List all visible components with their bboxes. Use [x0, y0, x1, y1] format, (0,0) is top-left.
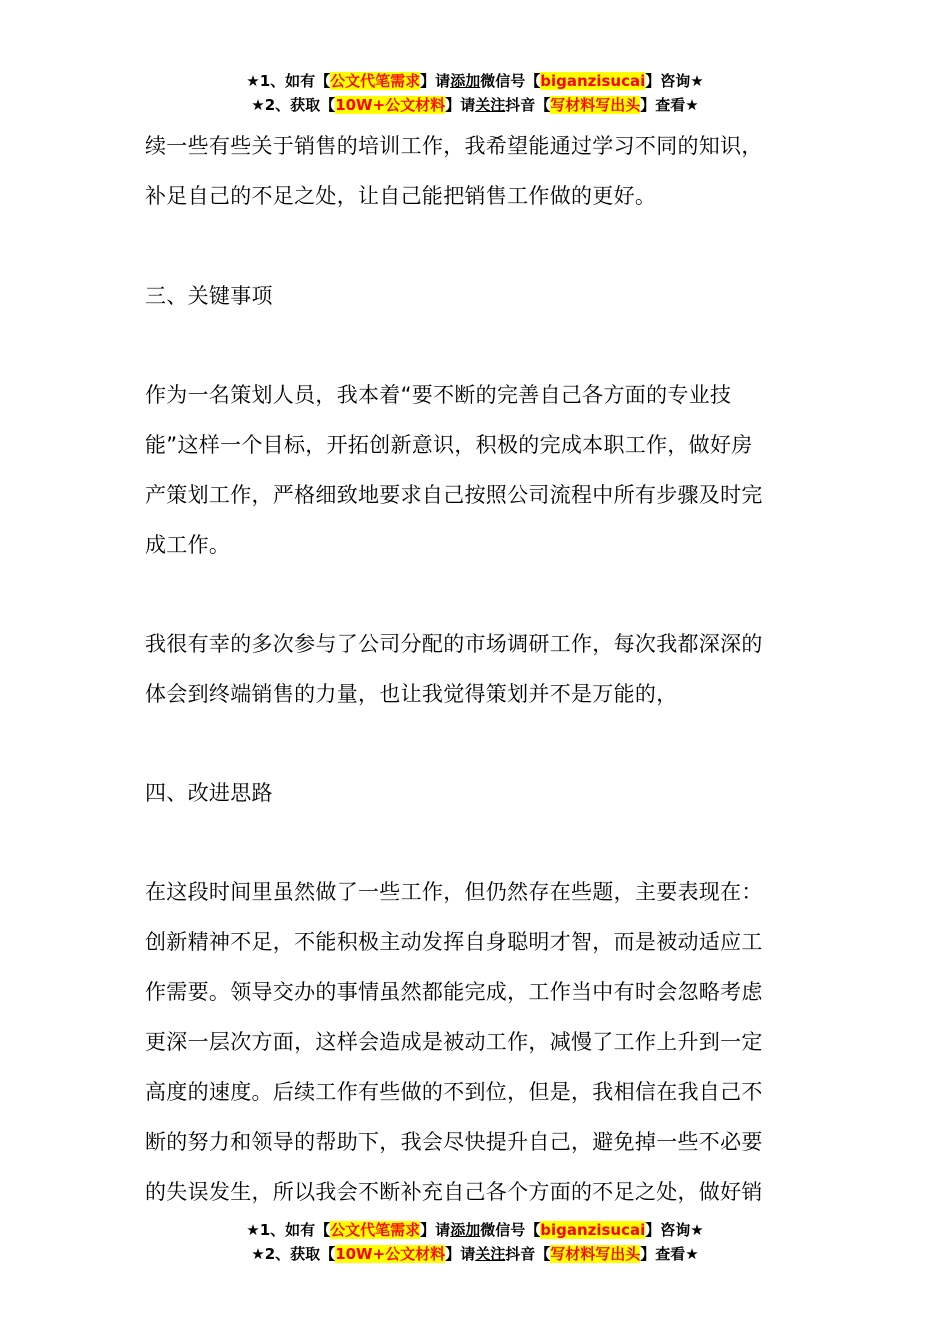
header-banner [0, 69, 950, 117]
paragraph-line: 成工作。 [145, 533, 231, 557]
banner-text: 】请 [445, 96, 476, 114]
banner-text: 抖音【 [505, 1245, 551, 1263]
banner-underline: 添加 [450, 72, 481, 90]
paragraph-line: 高度的速度。后续工作有些做的不到位，但是，我相信在我自己不 [145, 1080, 763, 1104]
banner-line-2 [0, 93, 950, 117]
banner-underline: 关注 [475, 1245, 506, 1263]
paragraph-line: 我很有幸的多次参与了公司分配的市场调研工作，每次我都深深的 [145, 632, 763, 656]
paragraph-line: 补足自己的不足之处，让自己能把销售工作做的更好。 [145, 184, 657, 208]
footer-banner [0, 1218, 950, 1266]
banner-highlight: 公文代笔需求 [330, 72, 421, 90]
paragraph-line: 创新精神不足，不能积极主动发挥自身聪明才智，而是被动适应工 [145, 930, 763, 954]
banner-highlight: 公文代笔需求 [330, 1221, 421, 1239]
paragraph-line: 作需要。领导交办的事情虽然都能完成，工作当中有时会忽略考虑 [145, 980, 763, 1004]
banner-text: 】咨询★ [645, 1221, 704, 1239]
banner-underline: 关注 [475, 96, 506, 114]
paragraph-line: 能”这样一个目标，开拓创新意识，积极的完成本职工作，做好房 [145, 433, 753, 457]
banner-highlight: biganzisucai [540, 72, 646, 90]
paragraph-line: 续一些有些关于销售的培训工作，我希望能通过学习不同的知识， [145, 134, 763, 158]
banner-text: ★1、如有【 [246, 1221, 331, 1239]
paragraph-line: 断的努力和领导的帮助下，我会尽快提升自己，避免掉一些不必要 [145, 1130, 763, 1154]
banner-highlight: 10W+公文材料 [335, 96, 446, 114]
banner-highlight: 写材料写出头 [550, 1245, 641, 1263]
section-heading-3: 三、关键事项 [145, 284, 273, 308]
paragraph-line: 的失误发生，所以我会不断补充自己各个方面的不足之处，做好销 [145, 1180, 763, 1204]
banner-text: 】查看★ [640, 96, 699, 114]
banner-text: ★2、获取【 [251, 1245, 336, 1263]
paragraph-line: 在这段时间里虽然做了一些工作，但仍然存在些题，主要表现在： [145, 880, 763, 904]
banner-text: 】咨询★ [645, 72, 704, 90]
paragraph-line: 更深一层次方面，这样会造成是被动工作，减慢了工作上升到一定 [145, 1030, 763, 1054]
banner-underline: 添加 [450, 1221, 481, 1239]
banner-highlight: 10W+公文材料 [335, 1245, 446, 1263]
banner-highlight: biganzisucai [540, 1221, 646, 1239]
banner-line-2 [0, 1242, 950, 1266]
banner-text: 】查看★ [640, 1245, 699, 1263]
banner-text: ★1、如有【 [246, 72, 331, 90]
banner-text: 】请 [420, 72, 451, 90]
banner-text: 微信号【 [480, 72, 541, 90]
banner-text: 抖音【 [505, 96, 551, 114]
banner-highlight: 写材料写出头 [550, 96, 641, 114]
paragraph-line: 作为一名策划人员，我本着“要不断的完善自己各方面的专业技 [145, 383, 732, 407]
paragraph-line: 产策划工作，严格细致地要求自己按照公司流程中所有步骤及时完 [145, 483, 763, 507]
section-heading-4: 四、改进思路 [145, 781, 273, 805]
banner-text: ★2、获取【 [251, 96, 336, 114]
paragraph-line: 体会到终端销售的力量，也让我觉得策划并不是万能的， [145, 682, 678, 706]
banner-text: 】请 [445, 1245, 476, 1263]
banner-line-1 [0, 69, 950, 93]
banner-line-1 [0, 1218, 950, 1242]
banner-text: 微信号【 [480, 1221, 541, 1239]
banner-text: 】请 [420, 1221, 451, 1239]
